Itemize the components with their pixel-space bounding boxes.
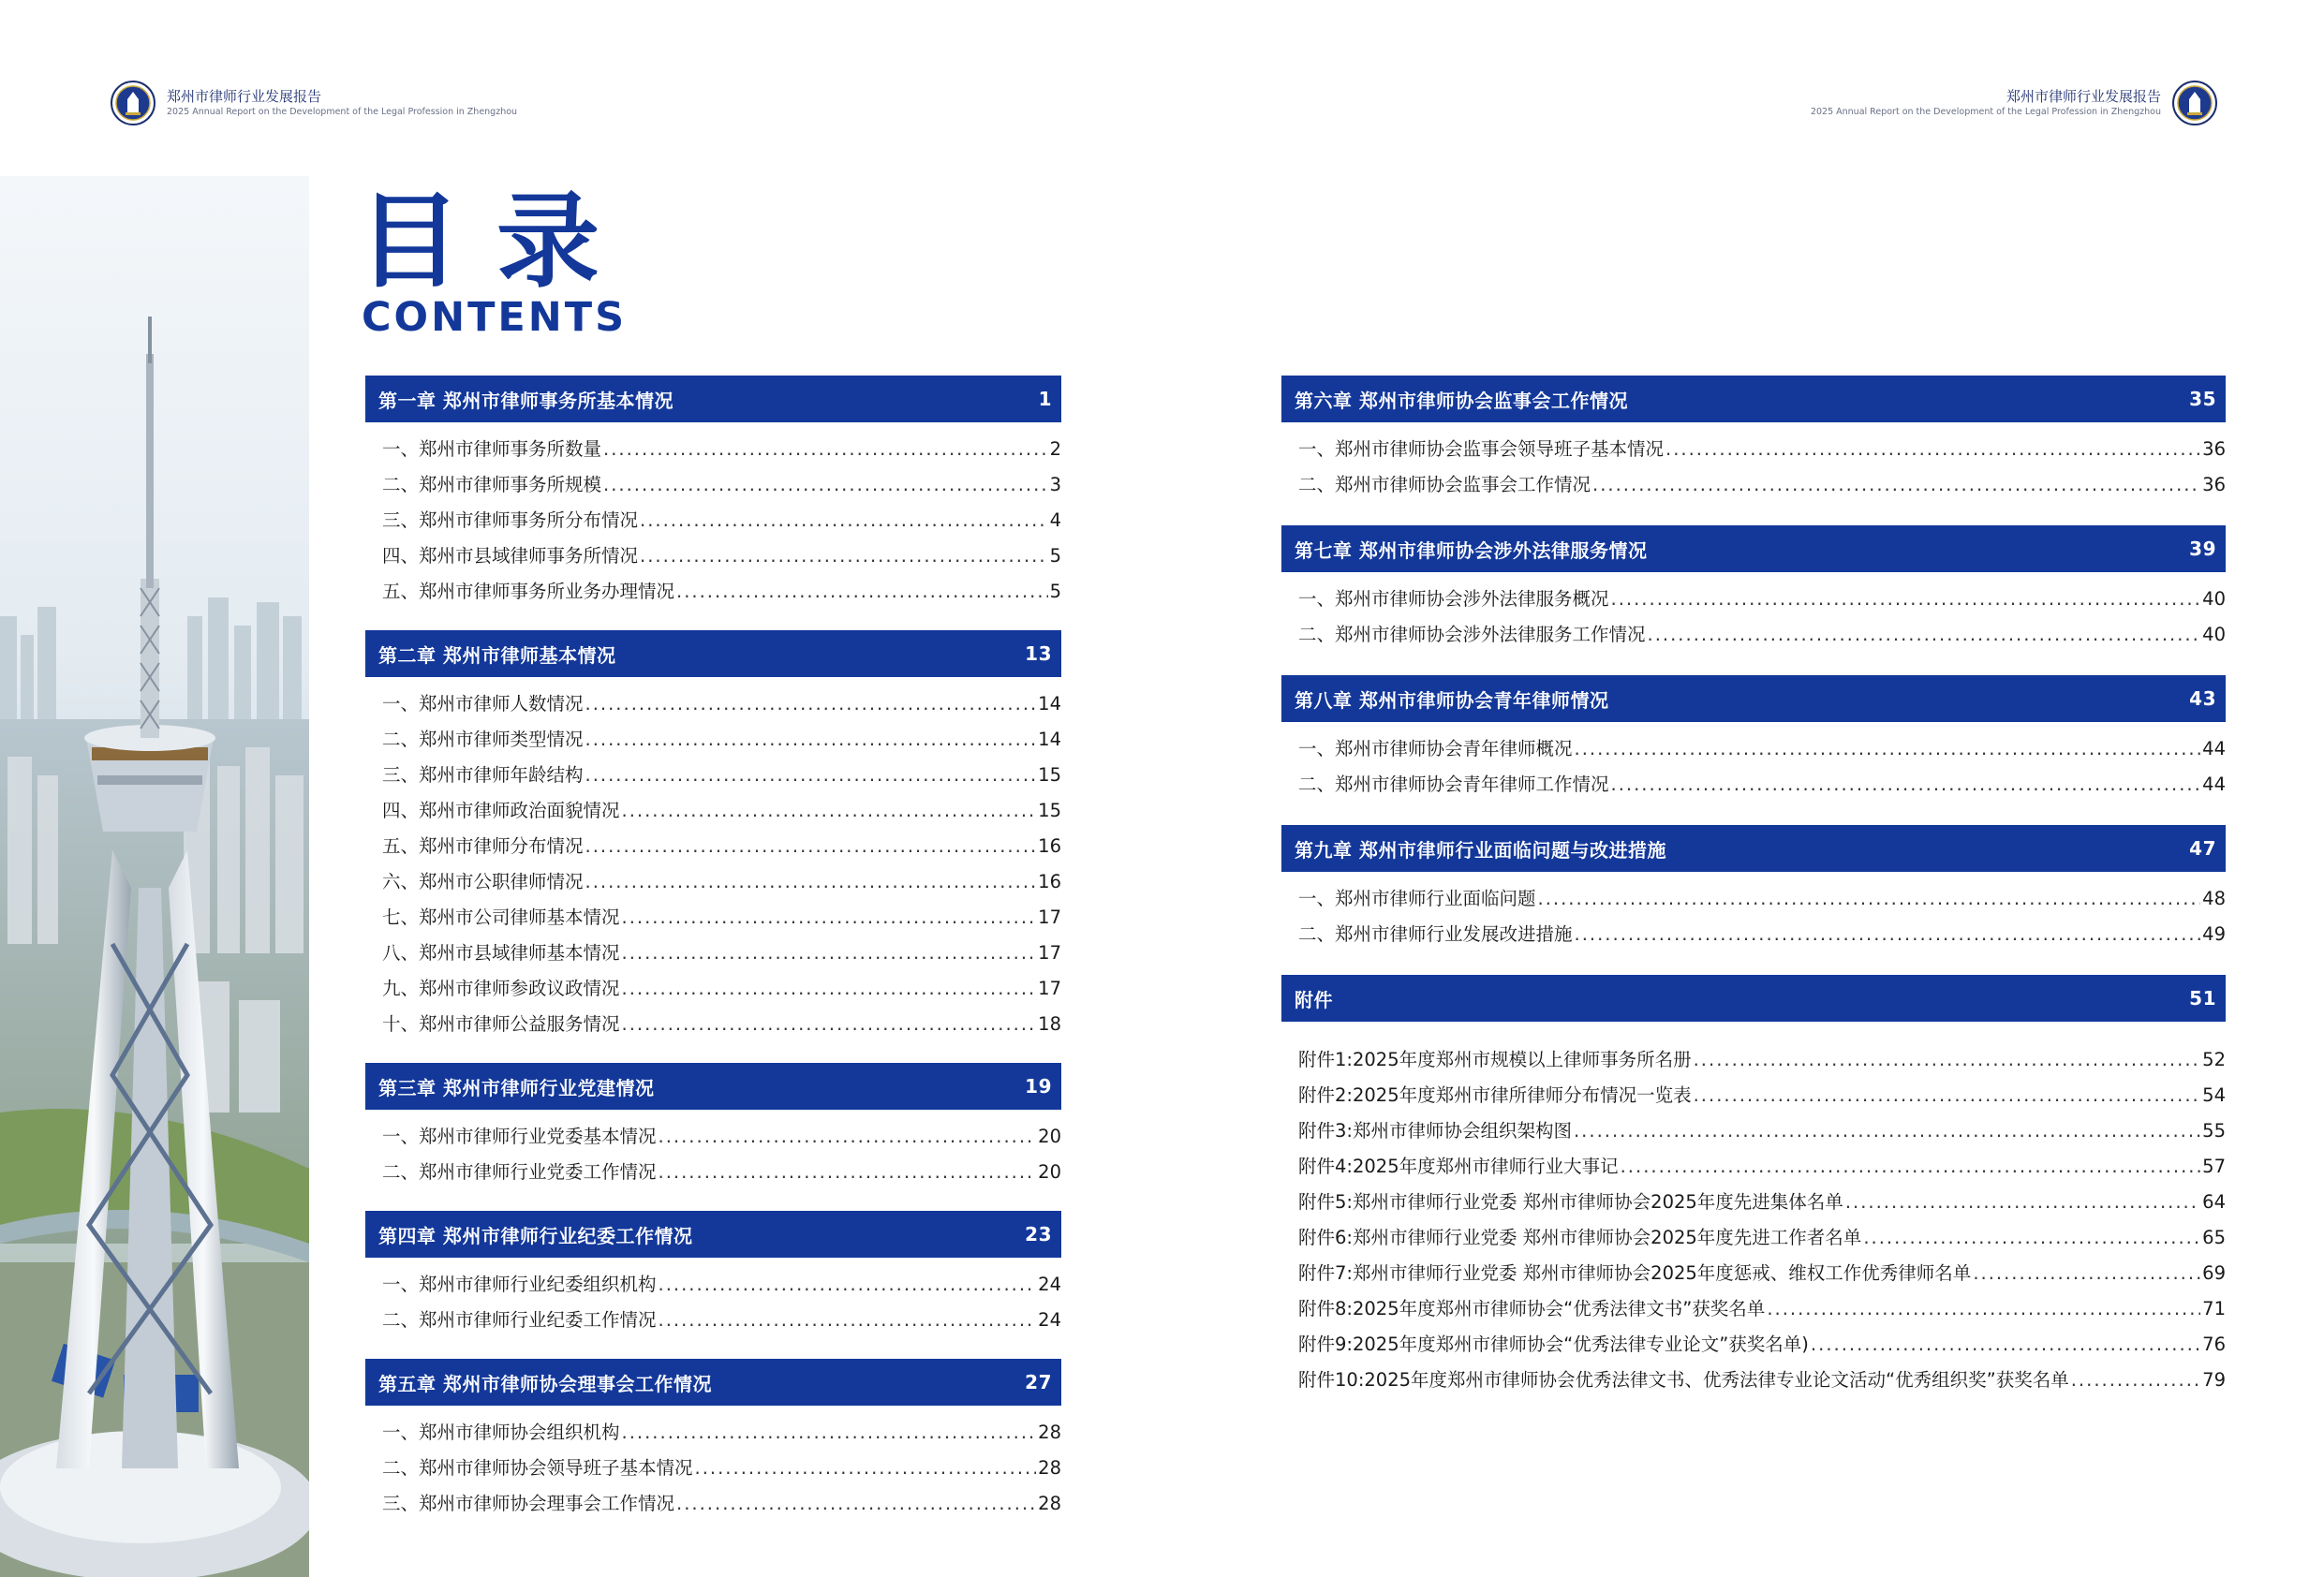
toc-item-title: 二、郑州市律师行业党委工作情况 — [382, 1161, 657, 1183]
toc-item-page: 49 — [2202, 923, 2226, 945]
toc-item[interactable] — [365, 1303, 1061, 1338]
toc-item[interactable] — [1281, 1042, 2226, 1078]
toc-item-title: 二、郑州市律师行业发展改进措施 — [1298, 923, 1573, 945]
toc-item-title: 附件3:郑州市律师协会组织架构图 — [1298, 1120, 1572, 1142]
toc-leader — [622, 971, 1037, 1007]
toc-item[interactable] — [365, 936, 1061, 971]
toc-item-page: 40 — [2202, 624, 2226, 645]
toc-item-page: 20 — [1038, 1161, 1061, 1183]
chapter-page: 27 — [1025, 1371, 1052, 1393]
page-title-en: CONTENTS — [362, 294, 628, 341]
page-header-left — [111, 81, 517, 125]
toc-leader — [585, 864, 1037, 900]
toc-leader — [1538, 881, 2201, 917]
chapter-title: 第八章 郑州市律师协会青年律师情况 — [1295, 688, 1609, 712]
toc-item[interactable] — [1281, 1327, 2226, 1363]
toc-item-page: 14 — [1038, 729, 1061, 750]
toc-item[interactable] — [365, 467, 1061, 503]
chapter-title: 第三章 郑州市律师行业党建情况 — [378, 1076, 655, 1099]
toc-leader — [640, 538, 1048, 574]
toc-item-page: 16 — [1038, 871, 1061, 892]
toc-leader — [2071, 1363, 2200, 1398]
toc-item-title: 二、郑州市律师协会涉外法律服务工作情况 — [1298, 624, 1646, 645]
toc-item-title: 附件10:2025年度郑州市律师协会优秀法律文书、优秀法律专业论文活动“优秀组织奖”获奖名单 — [1298, 1369, 2069, 1391]
toc-item-page: 79 — [2202, 1369, 2226, 1391]
toc-item-page: 4 — [1049, 509, 1061, 531]
toc-item-title: 附件4:2025年度郑州市律师行业大事记 — [1298, 1156, 1619, 1177]
toc-item[interactable] — [365, 1415, 1061, 1451]
toc-item-page: 24 — [1038, 1274, 1061, 1295]
toc-leader — [1575, 917, 2201, 952]
toc-item-title: 五、郑州市律师事务所业务办理情况 — [382, 581, 675, 602]
toc-item[interactable] — [365, 1155, 1061, 1190]
header-left-title: 郑州市律师行业发展报告 — [167, 88, 322, 105]
toc-leader — [1973, 1256, 2200, 1291]
toc-item[interactable] — [365, 758, 1061, 793]
chapter-title: 第五章 郑州市律师协会理事会工作情况 — [378, 1372, 712, 1395]
chapter-page: 19 — [1025, 1075, 1052, 1098]
toc-item-page: 40 — [2202, 588, 2226, 610]
toc-item[interactable] — [365, 864, 1061, 900]
chapter-page: 39 — [2189, 538, 2216, 560]
toc-item[interactable] — [1281, 617, 2226, 653]
toc-item-page: 20 — [1038, 1126, 1061, 1147]
toc-item[interactable] — [365, 432, 1061, 467]
toc-item-title: 七、郑州市公司律师基本情况 — [382, 906, 620, 928]
toc-item-page: 2 — [1049, 438, 1061, 460]
tv-tower-cityscape-photo — [0, 176, 309, 1577]
toc-item[interactable] — [1281, 881, 2226, 917]
page-title: 目录 — [358, 182, 635, 302]
toc-item-page: 24 — [1038, 1309, 1061, 1331]
toc-chapter-3[interactable] — [365, 1063, 1061, 1110]
toc-chapter-8-items — [1281, 722, 2226, 825]
toc-item[interactable] — [1281, 1149, 2226, 1185]
toc-item-title: 三、郑州市律师事务所分布情况 — [382, 509, 639, 531]
toc-item-page: 52 — [2202, 1049, 2226, 1070]
toc-item-page: 18 — [1038, 1013, 1061, 1035]
toc-leader — [1575, 731, 2201, 767]
toc-chapter-9[interactable] — [1281, 825, 2226, 872]
toc-leader — [659, 1303, 1037, 1338]
chapter-title: 第七章 郑州市律师协会涉外法律服务情况 — [1295, 538, 1648, 562]
toc-leader — [603, 467, 1048, 503]
toc-item-page: 17 — [1038, 906, 1061, 928]
chapter-title: 第四章 郑州市律师行业纪委工作情况 — [378, 1224, 693, 1247]
toc-item[interactable] — [1281, 767, 2226, 803]
toc-item[interactable] — [365, 722, 1061, 758]
toc-leader — [676, 574, 1048, 610]
toc-item-page: 5 — [1049, 545, 1061, 567]
toc-item[interactable] — [1281, 1185, 2226, 1220]
toc-leader — [1611, 582, 2201, 617]
toc-leader — [659, 1155, 1037, 1190]
toc-item-page: 36 — [2202, 474, 2226, 495]
toc-item-title: 五、郑州市律师分布情况 — [382, 835, 584, 857]
toc-item-page: 16 — [1038, 835, 1061, 857]
chapter-title: 第六章 郑州市律师协会监事会工作情况 — [1295, 389, 1628, 412]
toc-item-title: 附件5:郑州市律师行业党委 郑州市律师协会2025年度先进集体名单 — [1298, 1191, 1843, 1213]
chapter-page: 47 — [2189, 837, 2216, 860]
toc-chapter-4[interactable] — [365, 1211, 1061, 1258]
page-header-right — [1811, 81, 2217, 125]
toc-leader — [1592, 467, 2200, 503]
toc-leader — [1694, 1078, 2201, 1113]
chapter-title: 第一章 郑州市律师事务所基本情况 — [378, 389, 674, 412]
toc-leader — [1665, 432, 2200, 467]
toc-leader — [1611, 767, 2201, 803]
toc-item-page: 28 — [1038, 1493, 1061, 1514]
toc-item[interactable] — [1281, 731, 2226, 767]
lawyers-association-logo-icon — [2172, 81, 2217, 125]
toc-item-title: 二、郑州市律师事务所规模 — [382, 474, 602, 495]
toc-item[interactable] — [1281, 582, 2226, 617]
toc-item-page: 17 — [1038, 978, 1061, 999]
toc-item[interactable] — [1281, 1078, 2226, 1113]
toc-item-page: 54 — [2202, 1084, 2226, 1106]
toc-chapter-5[interactable] — [365, 1359, 1061, 1406]
toc-item[interactable] — [365, 686, 1061, 722]
toc-leader — [585, 829, 1037, 864]
toc-item-title: 一、郑州市律师行业纪委组织机构 — [382, 1274, 657, 1295]
toc-chapter-3-items — [365, 1110, 1061, 1211]
toc-item-title: 八、郑州市县域律师基本情况 — [382, 942, 620, 964]
toc-item-title: 附件2:2025年度郑州市律所律师分布情况一览表 — [1298, 1084, 1692, 1106]
chapter-title: 第九章 郑州市律师行业面临问题与改进措施 — [1295, 838, 1666, 862]
toc-item-page: 15 — [1038, 764, 1061, 786]
toc-item[interactable] — [365, 574, 1061, 610]
toc-item-title: 二、郑州市律师类型情况 — [382, 729, 584, 750]
toc-chapter-5-items — [365, 1406, 1061, 1542]
lawyers-association-logo-icon — [111, 81, 155, 125]
toc-leader — [1694, 1042, 2201, 1078]
chapter-page: 13 — [1025, 642, 1052, 665]
toc-item-page: 28 — [1038, 1422, 1061, 1443]
toc-item-title: 三、郑州市律师协会理事会工作情况 — [382, 1493, 675, 1514]
toc-leader — [1574, 1113, 2200, 1149]
chapter-page: 51 — [2189, 987, 2216, 1010]
toc-leader — [622, 793, 1037, 829]
toc-item-page: 28 — [1038, 1457, 1061, 1479]
chapter-page: 1 — [1038, 388, 1052, 410]
toc-right-column — [1281, 376, 2226, 1421]
toc-item-title: 二、郑州市律师协会青年律师工作情况 — [1298, 774, 1609, 795]
toc-item-title: 一、郑州市律师人数情况 — [382, 693, 584, 715]
toc-item-title: 一、郑州市律师协会涉外法律服务概况 — [1298, 588, 1609, 610]
toc-item-title: 一、郑州市律师行业面临问题 — [1298, 888, 1536, 909]
toc-leader — [1811, 1327, 2200, 1363]
toc-item-title: 一、郑州市律师协会青年律师概况 — [1298, 738, 1573, 759]
toc-chapter-8[interactable] — [1281, 675, 2226, 722]
toc-left-column — [365, 376, 1061, 1542]
chapter-title: 附件 — [1295, 988, 1333, 1011]
toc-item-page: 17 — [1038, 942, 1061, 964]
toc-chapter-1-items — [365, 422, 1061, 630]
toc-leader — [585, 722, 1037, 758]
toc-leader — [695, 1451, 1037, 1486]
toc-annex[interactable] — [1281, 975, 2226, 1022]
toc-item-title: 一、郑州市律师事务所数量 — [382, 438, 602, 460]
chapter-title: 第二章 郑州市律师基本情况 — [378, 643, 616, 667]
toc-item-title: 一、郑州市律师协会监事会领导班子基本情况 — [1298, 438, 1665, 460]
toc-item-page: 36 — [2202, 438, 2226, 460]
toc-chapter-7-items — [1281, 572, 2226, 675]
toc-leader — [1648, 617, 2201, 653]
toc-item[interactable] — [1281, 917, 2226, 952]
toc-item[interactable] — [365, 829, 1061, 864]
toc-item[interactable] — [365, 1007, 1061, 1042]
toc-item-title: 十、郑州市律师公益服务情况 — [382, 1013, 620, 1035]
toc-leader — [622, 900, 1037, 936]
toc-item-title: 附件1:2025年度郑州市规模以上律师事务所名册 — [1298, 1049, 1692, 1070]
toc-leader — [603, 432, 1048, 467]
toc-item-page: 69 — [2202, 1262, 2226, 1284]
toc-item-title: 六、郑州市公职律师情况 — [382, 871, 584, 892]
toc-item[interactable] — [365, 971, 1061, 1007]
toc-item-title: 一、郑州市律师行业党委基本情况 — [382, 1126, 657, 1147]
chapter-page: 35 — [2189, 388, 2216, 410]
toc-item[interactable] — [365, 900, 1061, 936]
toc-item[interactable] — [365, 1119, 1061, 1155]
toc-item-page: 71 — [2202, 1298, 2226, 1319]
toc-leader — [585, 686, 1037, 722]
toc-item-title: 四、郑州市县域律师事务所情况 — [382, 545, 639, 567]
tv-tower-illustration — [0, 176, 309, 1577]
toc-chapter-2[interactable] — [365, 630, 1061, 677]
toc-leader — [676, 1486, 1036, 1522]
chapter-page: 23 — [1025, 1223, 1052, 1245]
header-right-title: 郑州市律师行业发展报告 — [2006, 88, 2161, 105]
toc-chapter-2-items — [365, 677, 1061, 1063]
toc-leader — [1845, 1185, 2200, 1220]
toc-item-page: 5 — [1049, 581, 1061, 602]
toc-item[interactable] — [1281, 467, 2226, 503]
toc-item-title: 二、郑州市律师协会监事会工作情况 — [1298, 474, 1591, 495]
toc-item-title: 一、郑州市律师协会组织机构 — [382, 1422, 620, 1443]
toc-item-title: 二、郑州市律师协会领导班子基本情况 — [382, 1457, 693, 1479]
toc-item-title: 附件9:2025年度郑州市律师协会“优秀法律专业论文”获奖名单) — [1298, 1334, 1809, 1355]
toc-item-title: 三、郑州市律师年龄结构 — [382, 764, 584, 786]
toc-item-page: 14 — [1038, 693, 1061, 715]
toc-item-page: 3 — [1049, 474, 1061, 495]
toc-leader — [659, 1119, 1037, 1155]
toc-chapter-9-items — [1281, 872, 2226, 975]
toc-item-page: 48 — [2202, 888, 2226, 909]
toc-item[interactable] — [365, 1451, 1061, 1486]
toc-item-page: 44 — [2202, 738, 2226, 759]
toc-item-title: 四、郑州市律师政治面貌情况 — [382, 800, 620, 821]
toc-leader — [1621, 1149, 2201, 1185]
toc-item[interactable] — [1281, 432, 2226, 467]
toc-item[interactable] — [365, 1486, 1061, 1522]
toc-chapter-4-items — [365, 1258, 1061, 1359]
toc-item[interactable] — [1281, 1363, 2226, 1398]
toc-item[interactable] — [1281, 1220, 2226, 1256]
toc-item-title: 九、郑州市律师参政议政情况 — [382, 978, 620, 999]
header-right-subtitle: 2025 Annual Report on the Development of the Legal Profession in Zhengzhou — [1810, 107, 2161, 117]
toc-item[interactable] — [365, 503, 1061, 538]
header-left-subtitle: 2025 Annual Report on the Development of the Legal Profession in Zhengzhou — [167, 107, 518, 117]
toc-leader — [659, 1267, 1037, 1303]
toc-item-page: 57 — [2202, 1156, 2226, 1177]
toc-item-title: 附件6:郑州市律师行业党委 郑州市律师协会2025年度先进工作者名单 — [1298, 1227, 1862, 1248]
toc-item[interactable] — [1281, 1256, 2226, 1291]
toc-chapter-6-items — [1281, 422, 2226, 525]
toc-item-title: 附件7:郑州市律师行业党委 郑州市律师协会2025年度惩戒、维权工作优秀律师名单 — [1298, 1262, 1972, 1284]
toc-item-page: 64 — [2202, 1191, 2226, 1213]
toc-chapter-6[interactable] — [1281, 376, 2226, 422]
toc-item-title: 附件8:2025年度郑州市律师协会“优秀法律文书”获奖名单 — [1298, 1298, 1766, 1319]
toc-leader — [622, 1415, 1037, 1451]
toc-leader — [622, 1007, 1037, 1042]
toc-item[interactable] — [365, 538, 1061, 574]
toc-leader — [622, 936, 1037, 971]
toc-item[interactable] — [365, 1267, 1061, 1303]
toc-chapter-1[interactable] — [365, 376, 1061, 422]
toc-leader — [1767, 1291, 2200, 1327]
toc-leader — [1863, 1220, 2200, 1256]
toc-item[interactable] — [1281, 1291, 2226, 1327]
toc-chapter-7[interactable] — [1281, 525, 2226, 572]
toc-item[interactable] — [1281, 1113, 2226, 1149]
toc-leader — [585, 758, 1037, 793]
toc-item-page: 76 — [2202, 1334, 2226, 1355]
toc-item-page: 55 — [2202, 1120, 2226, 1142]
toc-item-title: 二、郑州市律师行业纪委工作情况 — [382, 1309, 657, 1331]
toc-item-page: 44 — [2202, 774, 2226, 795]
chapter-page: 43 — [2189, 687, 2216, 710]
toc-item[interactable] — [365, 793, 1061, 829]
toc-annex-items — [1281, 1022, 2226, 1421]
toc-leader — [640, 503, 1048, 538]
toc-item-page: 15 — [1038, 800, 1061, 821]
toc-item-page: 65 — [2202, 1227, 2226, 1248]
